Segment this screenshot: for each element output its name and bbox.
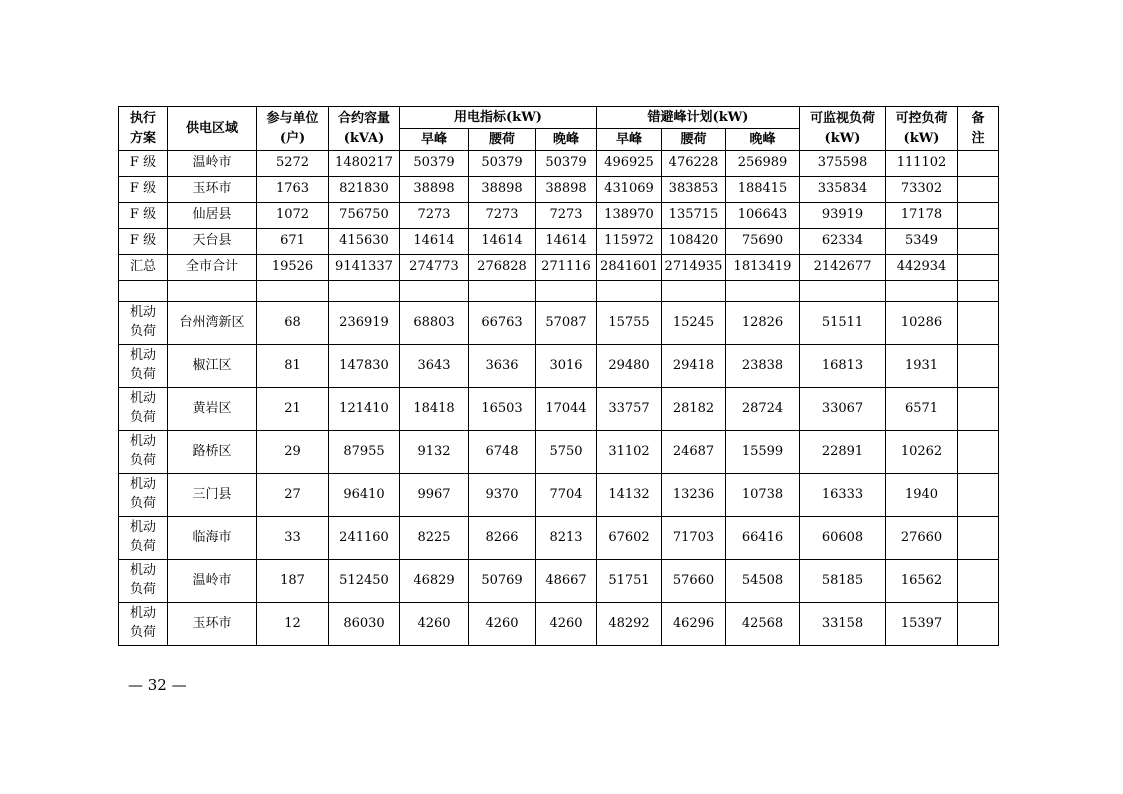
table-cell: 12826	[726, 302, 800, 345]
header-usage-midday: 腰荷	[469, 129, 536, 151]
table-cell: 24687	[662, 431, 726, 474]
table-cell: 38898	[400, 177, 469, 203]
table-row	[119, 603, 999, 646]
table-cell: 1763	[257, 177, 329, 203]
table-cell: 10738	[726, 474, 800, 517]
table-cell: 496925	[597, 151, 662, 177]
table-cell: 442934	[886, 255, 958, 281]
table-cell: 机动 负荷	[119, 388, 168, 431]
table-cell: 147830	[329, 345, 400, 388]
table-cell: 93919	[800, 203, 886, 229]
header-shift-group: 错避峰计划(kW)	[597, 107, 800, 129]
header-region: 供电区域	[168, 107, 257, 151]
table-cell: 68803	[400, 302, 469, 345]
table-row	[119, 431, 999, 474]
table-row	[119, 560, 999, 603]
table-cell: 14614	[400, 229, 469, 255]
table-cell: 51511	[800, 302, 886, 345]
header-usage-group: 用电指标(kW)	[400, 107, 597, 129]
table-cell: 5272	[257, 151, 329, 177]
header-control: 可控负荷 (kW)	[886, 107, 958, 151]
table-cell: 临海市	[168, 517, 257, 560]
table-cell: 29	[257, 431, 329, 474]
table-cell	[958, 431, 999, 474]
table-cell: 86030	[329, 603, 400, 646]
table-cell: 2841601	[597, 255, 662, 281]
empty-cell	[800, 281, 886, 302]
table-cell: 仙居县	[168, 203, 257, 229]
table-cell: 玉环市	[168, 603, 257, 646]
empty-cell	[886, 281, 958, 302]
table-cell: F 级	[119, 151, 168, 177]
table-cell: 8225	[400, 517, 469, 560]
table-cell: F 级	[119, 177, 168, 203]
table-cell: 5750	[536, 431, 597, 474]
table-cell: 28724	[726, 388, 800, 431]
table-cell: 19526	[257, 255, 329, 281]
table-cell: 57660	[662, 560, 726, 603]
table-cell: 73302	[886, 177, 958, 203]
table-cell: 48292	[597, 603, 662, 646]
table-cell: 1931	[886, 345, 958, 388]
table-cell: 241160	[329, 517, 400, 560]
table-cell: 18418	[400, 388, 469, 431]
table-cell: 天台县	[168, 229, 257, 255]
table-cell: 5349	[886, 229, 958, 255]
empty-cell	[662, 281, 726, 302]
table-cell: 15245	[662, 302, 726, 345]
table-cell: 7273	[469, 203, 536, 229]
table-row	[119, 474, 999, 517]
table-cell: 81	[257, 345, 329, 388]
table-row	[119, 151, 999, 177]
table-cell: F 级	[119, 229, 168, 255]
table-cell: 51751	[597, 560, 662, 603]
table-cell: 46829	[400, 560, 469, 603]
table-cell: 椒江区	[168, 345, 257, 388]
table-cell: 温岭市	[168, 151, 257, 177]
table-cell: 4260	[400, 603, 469, 646]
table-cell: 50769	[469, 560, 536, 603]
table-cell: 9967	[400, 474, 469, 517]
header-note: 备 注	[958, 107, 999, 151]
table-cell: 33757	[597, 388, 662, 431]
table-cell: 31102	[597, 431, 662, 474]
table-cell: 187	[257, 560, 329, 603]
table-cell: 271116	[536, 255, 597, 281]
table-cell: 机动 负荷	[119, 560, 168, 603]
table-cell: 375598	[800, 151, 886, 177]
empty-cell	[536, 281, 597, 302]
table-cell: 66763	[469, 302, 536, 345]
table-row	[119, 302, 999, 345]
table-cell: 54508	[726, 560, 800, 603]
table-cell	[958, 388, 999, 431]
table-cell: 15755	[597, 302, 662, 345]
table-row	[119, 255, 999, 281]
table-cell: 13236	[662, 474, 726, 517]
table-cell: 3636	[469, 345, 536, 388]
table-cell	[958, 474, 999, 517]
header-capacity: 合约容量 (kVA)	[329, 107, 400, 151]
table-cell: 6748	[469, 431, 536, 474]
table-cell: 6571	[886, 388, 958, 431]
load-shifting-table	[118, 106, 999, 646]
table-cell: 路桥区	[168, 431, 257, 474]
table-cell: 机动 负荷	[119, 474, 168, 517]
table-cell: 1480217	[329, 151, 400, 177]
table-cell: 1072	[257, 203, 329, 229]
table-cell: 14132	[597, 474, 662, 517]
table-row	[119, 388, 999, 431]
table-cell: 383853	[662, 177, 726, 203]
empty-cell	[168, 281, 257, 302]
table-cell: 3016	[536, 345, 597, 388]
table-cell: 12	[257, 603, 329, 646]
empty-cell	[329, 281, 400, 302]
empty-cell	[958, 281, 999, 302]
table-cell: 1940	[886, 474, 958, 517]
table-cell: 27660	[886, 517, 958, 560]
table-cell: 4260	[469, 603, 536, 646]
table-cell	[958, 151, 999, 177]
header-shift-evening: 晚峰	[726, 129, 800, 151]
table-cell: 14614	[469, 229, 536, 255]
table-cell: 71703	[662, 517, 726, 560]
table-cell: 2714935	[662, 255, 726, 281]
table-cell: 2142677	[800, 255, 886, 281]
table-cell: 75690	[726, 229, 800, 255]
table-cell	[958, 517, 999, 560]
table-cell: 476228	[662, 151, 726, 177]
table-cell: 17044	[536, 388, 597, 431]
table-cell: 33158	[800, 603, 886, 646]
table-cell: 10286	[886, 302, 958, 345]
table-cell: 431069	[597, 177, 662, 203]
table-cell: 汇总	[119, 255, 168, 281]
table-cell: 9132	[400, 431, 469, 474]
table-cell: 512450	[329, 560, 400, 603]
table-cell: 135715	[662, 203, 726, 229]
table-cell: 21	[257, 388, 329, 431]
table-cell: 756750	[329, 203, 400, 229]
table-cell	[958, 177, 999, 203]
table-cell: F 级	[119, 203, 168, 229]
table-cell: 黄岩区	[168, 388, 257, 431]
table-row	[119, 177, 999, 203]
table-cell: 4260	[536, 603, 597, 646]
table-cell: 3643	[400, 345, 469, 388]
table-cell: 全市合计	[168, 255, 257, 281]
table-cell: 玉环市	[168, 177, 257, 203]
table-cell: 9141337	[329, 255, 400, 281]
header-usage-evening: 晚峰	[536, 129, 597, 151]
table-cell: 8213	[536, 517, 597, 560]
table-cell: 38898	[469, 177, 536, 203]
table-cell: 58185	[800, 560, 886, 603]
table-cell: 9370	[469, 474, 536, 517]
table-cell: 23838	[726, 345, 800, 388]
table-cell: 33	[257, 517, 329, 560]
table-cell: 50379	[400, 151, 469, 177]
table-cell: 10262	[886, 431, 958, 474]
table-cell: 台州湾新区	[168, 302, 257, 345]
table-cell	[958, 255, 999, 281]
table-cell: 50379	[536, 151, 597, 177]
table-cell: 7273	[400, 203, 469, 229]
header-monitor: 可监视负荷 (kW)	[800, 107, 886, 151]
table-cell: 1813419	[726, 255, 800, 281]
table-row	[119, 345, 999, 388]
table-cell: 115972	[597, 229, 662, 255]
table-cell: 50379	[469, 151, 536, 177]
table-row	[119, 203, 999, 229]
table-cell: 87955	[329, 431, 400, 474]
table-cell: 57087	[536, 302, 597, 345]
table-cell: 14614	[536, 229, 597, 255]
table-cell: 7273	[536, 203, 597, 229]
table-cell: 27	[257, 474, 329, 517]
table-cell: 16503	[469, 388, 536, 431]
table-cell: 188415	[726, 177, 800, 203]
empty-cell	[257, 281, 329, 302]
table-cell: 三门县	[168, 474, 257, 517]
empty-cell	[597, 281, 662, 302]
table-cell: 60608	[800, 517, 886, 560]
table-cell: 29480	[597, 345, 662, 388]
table-cell	[958, 560, 999, 603]
table-cell	[958, 302, 999, 345]
table-row	[119, 229, 999, 255]
table-cell: 821830	[329, 177, 400, 203]
table-cell: 415630	[329, 229, 400, 255]
table-cell	[958, 603, 999, 646]
header-row-1	[119, 107, 999, 129]
table-cell: 108420	[662, 229, 726, 255]
table-cell: 46296	[662, 603, 726, 646]
table-cell: 121410	[329, 388, 400, 431]
header-usage-morning: 早峰	[400, 129, 469, 151]
table-cell: 42568	[726, 603, 800, 646]
table-cell: 33067	[800, 388, 886, 431]
table-cell: 96410	[329, 474, 400, 517]
table-cell: 256989	[726, 151, 800, 177]
table-cell	[958, 345, 999, 388]
table-cell: 16562	[886, 560, 958, 603]
table-cell: 66416	[726, 517, 800, 560]
table-cell: 17178	[886, 203, 958, 229]
header-shift-morning: 早峰	[597, 129, 662, 151]
empty-cell	[400, 281, 469, 302]
table-cell	[958, 229, 999, 255]
table-cell: 138970	[597, 203, 662, 229]
header-shift-midday: 腰荷	[662, 129, 726, 151]
table-cell: 111102	[886, 151, 958, 177]
table-cell: 机动 负荷	[119, 431, 168, 474]
table-cell: 16813	[800, 345, 886, 388]
empty-cell	[726, 281, 800, 302]
empty-cell	[119, 281, 168, 302]
table-cell: 67602	[597, 517, 662, 560]
table-cell	[958, 203, 999, 229]
table-cell: 温岭市	[168, 560, 257, 603]
table-cell: 335834	[800, 177, 886, 203]
table-cell: 机动 负荷	[119, 345, 168, 388]
table-cell: 671	[257, 229, 329, 255]
table-cell: 16333	[800, 474, 886, 517]
header-units: 参与单位 (户)	[257, 107, 329, 151]
table-cell: 22891	[800, 431, 886, 474]
table-cell: 274773	[400, 255, 469, 281]
empty-cell	[469, 281, 536, 302]
table-cell: 8266	[469, 517, 536, 560]
table-cell: 236919	[329, 302, 400, 345]
table-cell: 机动 负荷	[119, 302, 168, 345]
table-cell: 机动 负荷	[119, 603, 168, 646]
table-cell: 机动 负荷	[119, 517, 168, 560]
table-cell: 38898	[536, 177, 597, 203]
page-number: — 32 —	[128, 676, 187, 694]
table-cell: 28182	[662, 388, 726, 431]
table-row	[119, 517, 999, 560]
table-cell: 48667	[536, 560, 597, 603]
empty-row	[119, 281, 999, 302]
table-cell: 68	[257, 302, 329, 345]
table-cell: 29418	[662, 345, 726, 388]
header-plan: 执行 方案	[119, 107, 168, 151]
table-cell: 15397	[886, 603, 958, 646]
table-cell: 62334	[800, 229, 886, 255]
table-cell: 106643	[726, 203, 800, 229]
table-cell: 7704	[536, 474, 597, 517]
table-cell: 15599	[726, 431, 800, 474]
table-cell: 276828	[469, 255, 536, 281]
